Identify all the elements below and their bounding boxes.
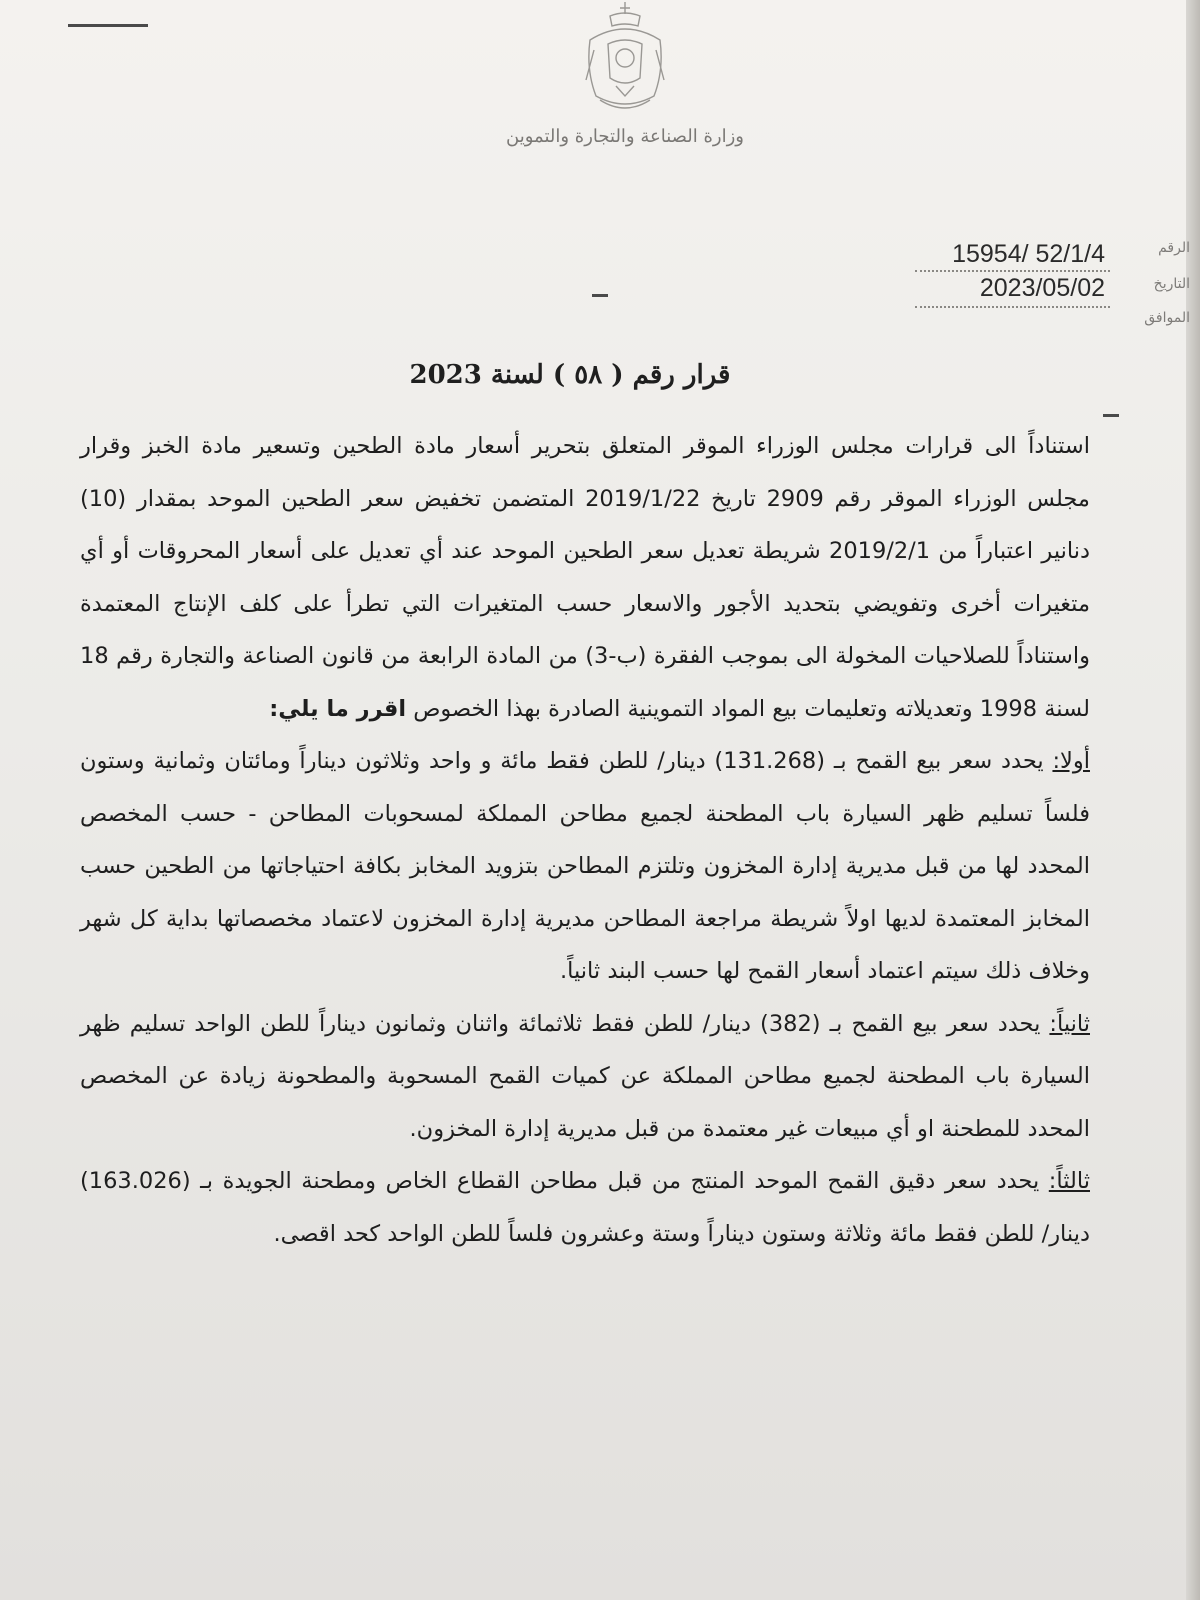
clause-1 xyxy=(80,735,1090,998)
scan-mark xyxy=(1103,414,1119,417)
coat-of-arms-emblem xyxy=(580,0,670,122)
ministry-name: وزارة الصناعة والتجارة والتموين xyxy=(506,126,744,147)
reference-corresponding-row xyxy=(920,306,1190,340)
scan-mark xyxy=(592,294,608,297)
reference-date-label: التاريخ xyxy=(1153,276,1190,292)
clause-1-label: أولا: xyxy=(1052,748,1090,774)
preamble-text: استناداً الى قرارات مجلس الوزراء الموقر المتعلق بتحرير أسعار مادة الطحين وتسعير مادة الخبز وقرار مجلس الوزراء الموقر رقم 2909 تاريخ 2019/1/22 المتضمن تخفيض سعر الطحين الموحد بمقدار (10) دنانير اعتباراً من 2019/2/1 شريطة تعديل سعر الطحين الموحد عند أي تعديل على أسعار المحروقات أو أي متغيرات أخرى وتفويضي بتحديد الأجور والاسعار حسب المتغيرات التي تطرأ على كلف الإنتاج المعتمدة واستناداً للصلاحيات المخولة الى بموجب الفقرة (ب-3) من المادة الرابعة من قانون الصناعة والتجارة رقم 18 لسنة 1998 وتعديلاته وتعليمات بيع المواد التموينية الصادرة بهذا الخصوص xyxy=(80,433,1091,722)
clause-3-text: يحدد سعر دقيق القمح الموحد المنتج من قبل مطاحن القطاع الخاص ومطحنة الجويدة بـ (163.026) دينار/ للطن فقط مائة وثلاثة وستون ديناراً وستة وعشرون فلساً للطن الواحد كحد اقصى. xyxy=(80,1168,1090,1247)
reference-number: 15954/ 52/1/4 xyxy=(952,240,1105,268)
reference-number-row xyxy=(920,240,1190,274)
decision-statement: اقرر ما يلي: xyxy=(269,695,407,722)
clause-1-text: يحدد سعر بيع القمح بـ (131.268) دينار/ للطن فقط مائة و واحد وثلاثون ديناراً ومائتان وثمانية وستون فلساً تسليم ظهر السيارة باب المطحنة لجميع مطاحن المملكة لمسحوبات المطاحن - حسب المخصص المحدد لها من قبل مديرية إدارة المخزون وتلتزم المطاحن بتزويد المخابز بكافة احتياجاتها من الطحين حسب المخابز المعتمدة لديها اولاً شريطة مراجعة المطاحن مديرية إدارة المخزون لاعتماد مخصصاتها بداية كل شهر وخلاف ذلك سيتم اعتماد أسعار القمح لها حسب البند ثانياً. xyxy=(80,748,1090,984)
clause-3-label: ثالثاً: xyxy=(1048,1168,1090,1194)
clause-2-label: ثانياً: xyxy=(1049,1010,1090,1037)
clause-3 xyxy=(80,1155,1090,1260)
reference-date: 2023/05/02 xyxy=(979,274,1105,302)
reference-number-label: الرقم xyxy=(1158,240,1190,256)
clause-2-text: يحدد سعر بيع القمح بـ (382) دينار/ للطن فقط ثلاثمائة واثنان وثمانون ديناراً للطن الواحد تسليم ظهر السيارة باب المطحنة لجميع مطاحن المملكة عن كميات القمح المسحوبة والمطحونة زيادة عن المخصص المحدد للمطحنة او أي مبيعات غير معتمدة من قبل مديرية إدارة المخزون. xyxy=(80,1010,1090,1142)
document-body xyxy=(80,420,1090,1260)
reference-date-row xyxy=(920,272,1190,306)
reference-corresponding-label: الموافق xyxy=(1144,310,1190,326)
scan-mark xyxy=(68,24,148,27)
decision-title: قرار رقم ( ٥٨ ) لسنة 2023 xyxy=(409,360,731,390)
preamble-paragraph xyxy=(80,420,1090,735)
reference-block xyxy=(920,240,1190,340)
clause-2 xyxy=(80,998,1090,1156)
